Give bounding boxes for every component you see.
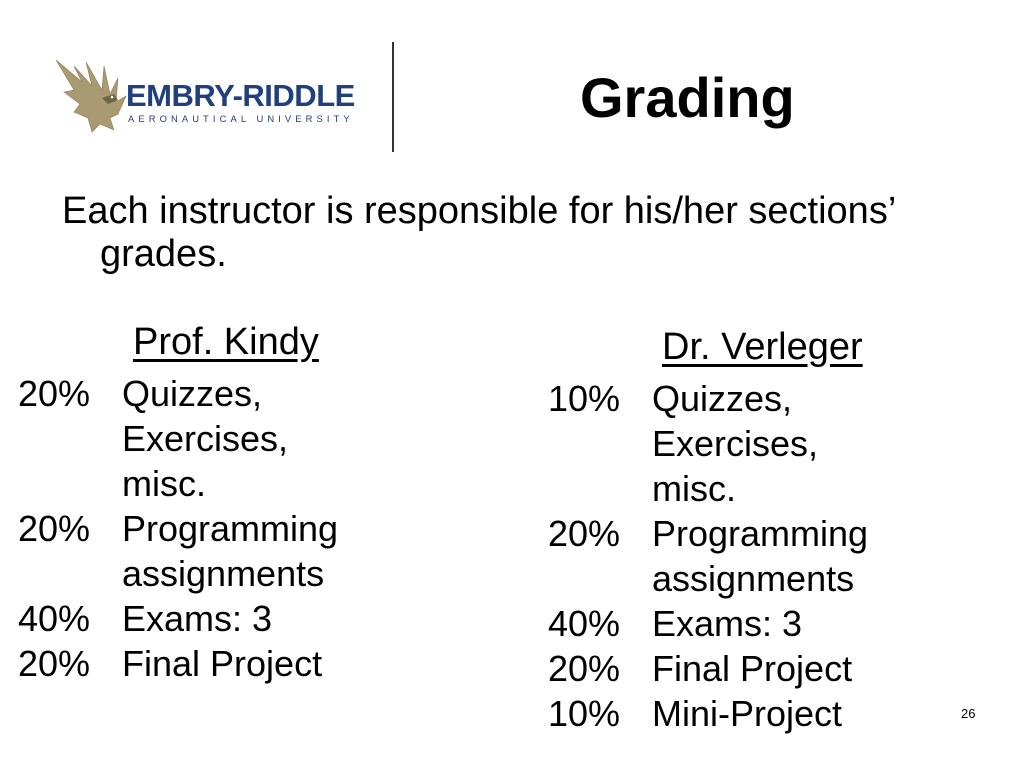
instructor-heading-verleger: Dr. Verleger — [662, 326, 863, 368]
grade-category: Exams: 3 — [122, 598, 273, 639]
grade-percent: 20% — [548, 513, 621, 554]
grade-percent: 10% — [548, 693, 621, 734]
grade-category: Final Project — [652, 648, 853, 689]
grade-category: Quizzes, Exercises, misc. — [652, 378, 819, 509]
slide-title: Grading — [580, 66, 795, 129]
grade-category: Exams: 3 — [652, 603, 803, 644]
grade-percent: 10% — [548, 378, 621, 419]
page-number: 26 — [961, 706, 976, 721]
grade-percent: 40% — [18, 598, 91, 639]
logo-wordmark: EMBRY-RIDDLE — [126, 78, 355, 113]
grade-percent: 20% — [18, 373, 91, 414]
instructor-heading-kindy: Prof. Kindy — [133, 321, 319, 363]
grade-category: Quizzes, Exercises, misc. — [122, 373, 289, 504]
list-item — [548, 511, 868, 601]
grade-category: Final Project — [122, 643, 323, 684]
intro-text: Each instructor is responsible for his/her sections’ grades. — [62, 190, 895, 275]
list-item — [548, 601, 868, 646]
list-item — [18, 641, 338, 686]
grading-list-verleger — [548, 376, 868, 736]
grade-percent: 20% — [18, 508, 91, 549]
list-item — [548, 646, 868, 691]
university-logo — [52, 52, 392, 142]
eagle-icon — [52, 52, 132, 142]
grade-percent: 20% — [548, 648, 621, 689]
list-item — [548, 691, 868, 736]
grade-category: Programming assignments — [652, 513, 869, 599]
grade-category: Programming assignments — [122, 508, 339, 594]
logo-subtitle: AERONAUTICAL UNIVERSITY — [128, 113, 354, 124]
list-item — [18, 506, 338, 596]
logo-divider — [392, 42, 394, 152]
list-item — [18, 596, 338, 641]
grading-list-kindy — [18, 371, 338, 686]
list-item — [548, 376, 868, 511]
grade-category: Mini-Project — [652, 693, 843, 734]
list-item — [18, 371, 338, 506]
grade-percent: 40% — [548, 603, 621, 644]
grade-percent: 20% — [18, 643, 91, 684]
